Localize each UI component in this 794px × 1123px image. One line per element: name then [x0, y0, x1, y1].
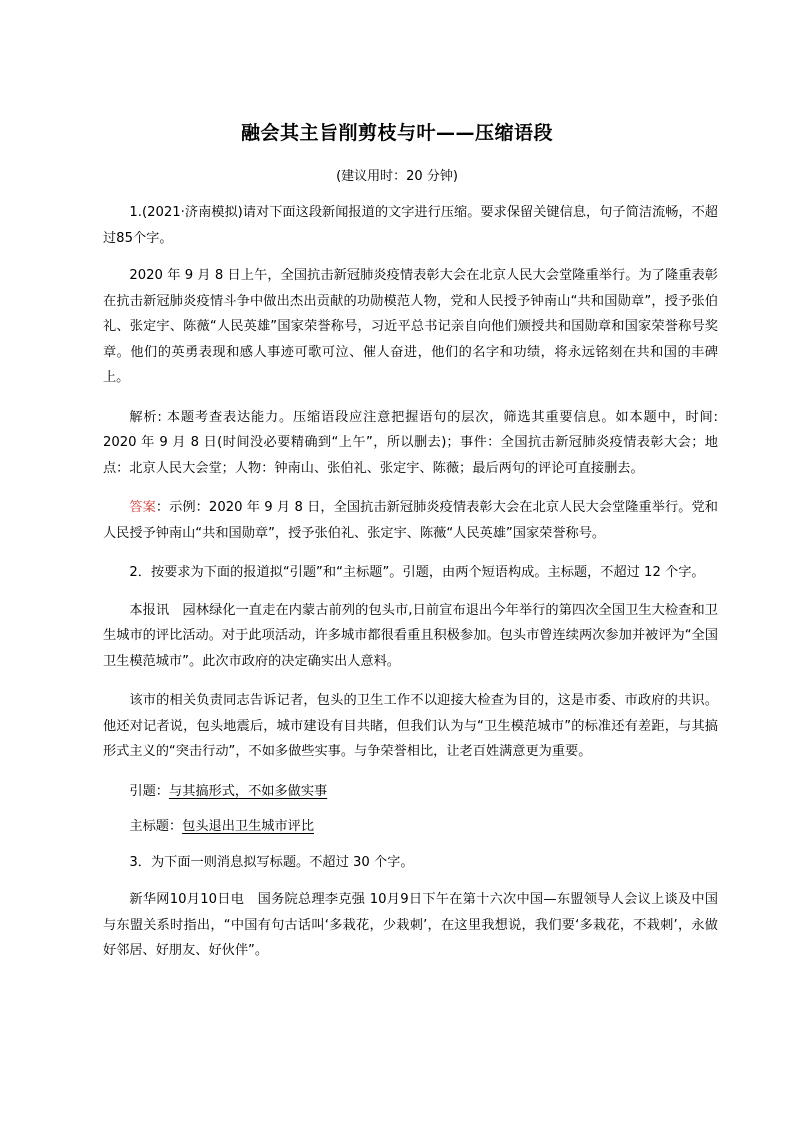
main-title-answer: 包头退出卫生城市评比 — [182, 819, 315, 834]
lead-title-label: 引题： — [129, 783, 169, 799]
question-2-paragraph-1: 本报讯 园林绿化一直走在内蒙古前列的包头市,日前宣布退出今年举行的第四次全国卫生大检查和卫生城市的评比活动。对于此项活动，许多城市都很看重且积极参加。包头市曾连续两次参加并被评为“全国卫生模范城市”。此次市政府的决定确实出人意料。 — [103, 602, 718, 669]
main-title-label: 主标题： — [129, 819, 183, 834]
lead-title-answer: 与其搞形式，不如多做实事 — [168, 783, 328, 799]
document-body — [103, 200, 718, 978]
question-3-prompt: 3．为下面一则消息拟写标题。不超过 30 个字。 — [129, 854, 414, 870]
question-1-analysis: 解析: 本题考查表达能力。压缩语段应注意把握语句的层次，筛选其重要信息。如本题中，时间: 2020 年 9 月 8 日(时间没必要精确到“上午”，所以删去)；事件：全国抗击新冠肺炎疫情表彰大会；地点：北京人民大会堂；人物：钟南山、张伯礼、张定宇、陈薇；最后两句的评论可直接删去。 — [103, 409, 718, 476]
question-2-prompt: 2．按要求为下面的报道拟“引题”和“主标题”。引题，由两个短语构成。主标题，不超过 12 个字。 — [129, 565, 705, 580]
question-1-answer — [103, 495, 718, 546]
question-2-paragraph-2: 该市的相关负责同志告诉记者，包头的卫生工作不以迎接大检查为目的，这是市委、市政府的共识。他还对记者说，包头地震后，城市建设有目共睹，但我们认为与“卫生模范城市”的标准还有差距，与其搞形式主义的“突击行动”，不如多做些实事。与争荣誉相比，让老百姓满意更为重要。 — [103, 693, 718, 759]
suggested-time: (建议用时：20 分钟) — [336, 169, 458, 184]
question-1-passage: 2020 年 9 月 8 日上午，全国抗击新冠肺炎疫情表彰大会在北京人民大会堂隆重举行。为了隆重表彰在抗击新冠肺炎疫情斗争中做出杰出贡献的功勋模范人物，党和人民授予钟南山“共和国勋章”，授予张伯礼、张定宇、陈薇“人民英雄”国家荣誉称号，习近平总书记亲自向他们颁授共和国勋章和国家荣誉称号奖章。他们的英勇表现和感人事迹可歌可泣、催人奋进，他们的名字和功绩，将永远铭刻在共和国的丰碑上。 — [103, 268, 718, 385]
lead-title-line — [103, 779, 718, 805]
main-title-line — [103, 814, 718, 840]
answer-label: 答案 — [129, 500, 156, 515]
page-title: 融会其主旨削剪枝与叶——压缩语段 — [240, 122, 553, 144]
question-3-passage: 新华网10月10日电 国务院总理李克强 10月9日下午在第十六次中国—东盟领导人会议上谈及中国与东盟关系时指出，“中国有句古话叫‘多栽花，少栽刺’，在这里我想说，我们要‘多栽花，不栽刺’，永做好邻居、好朋友、好伙伴”。 — [103, 892, 718, 958]
question-1-prompt: 1.(2021·济南模拟)请对下面这段新闻报道的文字进行压缩。要求保留关键信息，句子简洁流畅，不超过85个字。 — [103, 205, 718, 246]
answer-text: ：示例：2020 年 9 月 8 日，全国抗击新冠肺炎疫情表彰大会在北京人民大会堂隆重举行。党和人民授予钟南山“共和国勋章”，授予张伯礼、张定宇、陈薇“人民英雄”国家荣誉称号。 — [103, 500, 718, 541]
